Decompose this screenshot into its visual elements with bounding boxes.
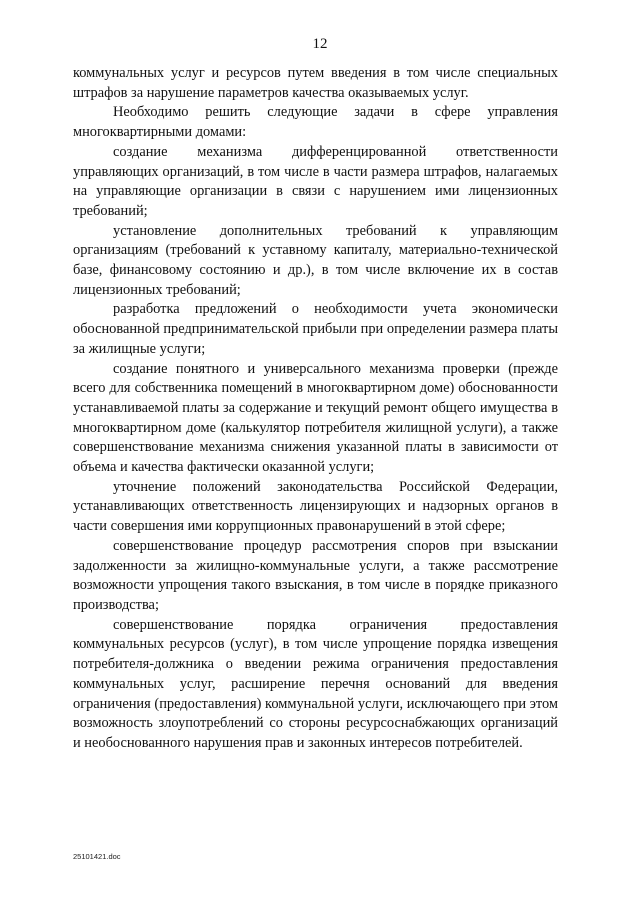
paragraph-item: совершенствование порядка ограничения предоставления коммунальных ресурсов (услуг), в том числе упрощение порядка извещения потребителя-должника о введении режима ограничения предоставления коммунальных услуг, расширение перечня оснований для введения ограничения (предоставления) коммунальной услуги, исключающего при этом возможность злоупотреблений со стороны ресурсоснабжающих организаций и необоснованного нарушения прав и законных интересов потребителей. bbox=[73, 616, 558, 751]
paragraph-item: уточнение положений законодательства Российской Федерации, устанавливающих ответственность лицензирующих и надзорных органов в части совершения ими коррупционных правонарушений в этой сфере; bbox=[73, 478, 558, 535]
paragraph-continuation: коммунальных услуг и ресурсов путем введения в том числе специальных штрафов за нарушение параметров качества оказываемых услуг. bbox=[73, 65, 558, 101]
paragraph-item: установление дополнительных требований к управляющим организациям (требований к уставному капиталу, материально-технической базе, финансовому состоянию и др.), в том числе включение их в состав лицензионных требований; bbox=[73, 222, 558, 298]
footer-filename: 25101421.doc bbox=[73, 852, 121, 861]
document-body bbox=[73, 64, 558, 754]
paragraph-item: совершенствование процедур рассмотрения споров при взыскании задолженности за жилищно-коммунальные услуги, а также рассмотрение возможности упрощения такого взыскания, в том числе в порядке приказного производства; bbox=[73, 537, 558, 613]
paragraph-tasks-intro: Необходимо решить следующие задачи в сфере управления многоквартирными домами: bbox=[73, 104, 558, 141]
paragraph-item: разработка предложений о необходимости учета экономически обоснованной предпринимательской прибыли при определении размера платы за жилищные услуги; bbox=[73, 301, 558, 357]
paragraph-item: создание понятного и универсального механизма проверки (прежде всего для собственника помещений в многоквартирном доме) обоснованности устанавливаемой платы за содержание и текущий ремонт общего имущества в многоквартирном доме (калькулятор потребителя жилищной услуги), а также совершенствование механизма снижения указанной платы в зависимости от объема и качества фактически оказанной услуги; bbox=[73, 360, 558, 476]
paragraph-item: создание механизма дифференцированной ответственности управляющих организаций, в том числе в части размера штрафов, налагаемых на управляющие организации в связи с нарушением ими лицензионных требований; bbox=[73, 143, 558, 219]
page-number: 12 bbox=[312, 36, 328, 52]
